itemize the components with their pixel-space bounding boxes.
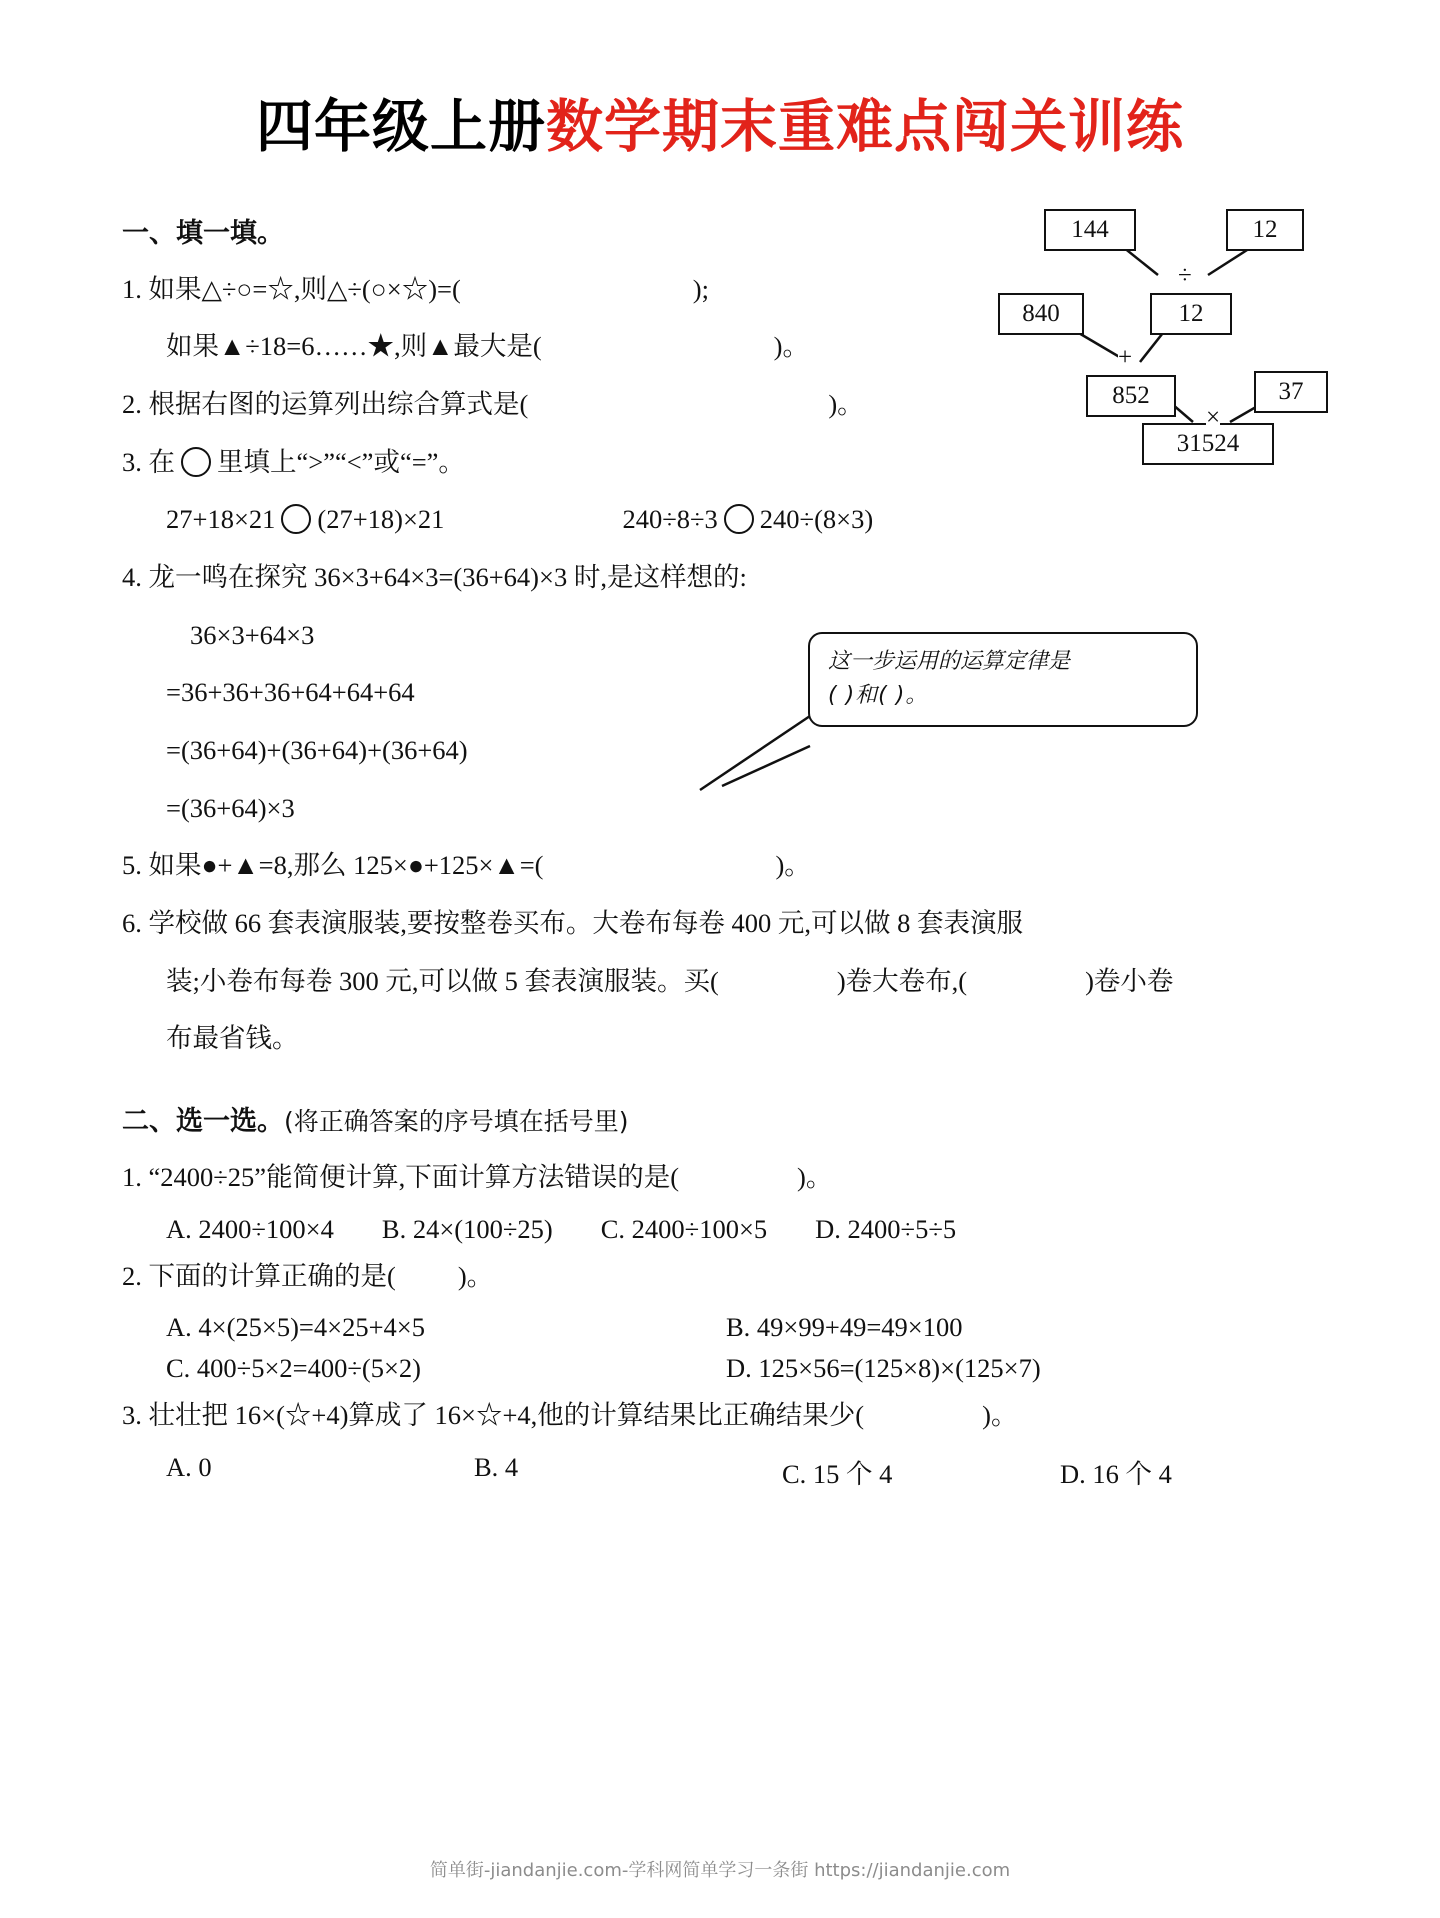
question-4-steps-block	[122, 610, 1322, 835]
q2-text: 2. 根据右图的运算列出综合算式是(	[122, 389, 529, 420]
q6-line2-a: 装;小卷布每卷 300 元,可以做 5 套表演服装。买(	[166, 965, 719, 996]
cq2-text: 2. 下面的计算正确的是(	[122, 1260, 396, 1291]
option-b[interactable]: B. 49×99+49=49×100	[726, 1312, 963, 1343]
bubble-line-2: ( )和( )。	[828, 682, 929, 708]
box-31524: 31524	[1142, 423, 1274, 465]
section-two-heading-text: 二、选一选。	[122, 1106, 284, 1138]
option-d[interactable]: D. 2400÷5÷5	[815, 1213, 957, 1244]
plus-operator-icon: +	[1118, 343, 1133, 371]
option-c[interactable]: C. 400÷5×2=400÷(5×2)	[166, 1353, 421, 1384]
times-operator-icon: ×	[1206, 403, 1221, 431]
q4-step-2: =36+36+36+64+64+64	[166, 677, 415, 708]
section-one-heading: 一、填一填。	[122, 217, 284, 249]
question-3-compare-row	[122, 494, 1322, 546]
box-144: 144	[1044, 209, 1136, 251]
question-6-line-3: 布最省钱。	[166, 1023, 299, 1054]
compare-left-lhs: 27+18×21	[166, 504, 276, 535]
speech-bubble-tail	[692, 694, 812, 794]
option-a[interactable]: A. 0	[166, 1452, 212, 1483]
title-red-part: 数学期末重难点闯关训练	[546, 94, 1184, 160]
option-b[interactable]: B. 4	[474, 1452, 519, 1483]
q4-step-4: =(36+64)×3	[166, 792, 295, 823]
cq1-text: 1. “2400÷25”能简便计算,下面计算方法错误的是(	[122, 1162, 680, 1193]
box-840: 840	[998, 293, 1084, 335]
box-852: 852	[1086, 375, 1176, 417]
option-c[interactable]: C. 15 个 4	[782, 1459, 893, 1490]
box-37: 37	[1254, 371, 1328, 413]
circle-blank-icon[interactable]	[181, 447, 211, 477]
q4-step-3: =(36+64)+(36+64)+(36+64)	[166, 735, 468, 766]
compare-right-rhs: 240÷(8×3)	[759, 504, 874, 535]
cq3-end: )。	[982, 1400, 1018, 1431]
option-a[interactable]: A. 2400÷100×4	[166, 1213, 334, 1244]
compare-right	[622, 494, 873, 546]
question-6-line-1: 6. 学校做 66 套表演服装,要按整卷买布。大卷布每卷 400 元,可以做 8 套表演服	[122, 908, 1023, 939]
option-b[interactable]: B. 24×(100÷25)	[381, 1213, 553, 1244]
box-12-mid: 12	[1150, 293, 1232, 335]
cq1-end: )。	[797, 1162, 833, 1193]
divide-operator-icon: ÷	[1178, 261, 1192, 289]
option-c[interactable]: C. 2400÷100×5	[600, 1213, 768, 1244]
section-two-heading-note: (将正确答案的序号填在括号里)	[284, 1107, 629, 1137]
q3-prefix: 3. 在	[122, 446, 175, 477]
compare-left	[166, 494, 444, 546]
compare-right-circle-icon[interactable]	[724, 504, 754, 534]
question-6-line-2	[122, 956, 1322, 1008]
choice-question-2-options-row-2	[122, 1353, 1322, 1384]
q6-line2-c: )卷小卷	[1085, 965, 1174, 996]
choice-question-1	[122, 1152, 1322, 1204]
compare-left-circle-icon[interactable]	[281, 504, 311, 534]
q1-line1-end: );	[692, 273, 709, 304]
compare-right-lhs: 240÷8÷3	[622, 504, 718, 535]
q1-line1-text: 1. 如果△÷○=☆,则△÷(○×☆)=(	[122, 273, 461, 304]
q5-text: 5. 如果●+▲=8,那么 125×●+125×▲=(	[122, 850, 544, 881]
bubble-line-1: 这一步运用的运算定律是	[828, 648, 1071, 674]
cq2-end: )。	[457, 1260, 494, 1291]
box-12-top: 12	[1226, 209, 1304, 251]
choice-question-1-options	[122, 1214, 1322, 1245]
q3-suffix: 里填上“>”“<”或“=”。	[217, 446, 465, 477]
question-5	[122, 840, 1322, 892]
footer-watermark: 简单街-jiandanjie.com-学科网简单学习一条街 https://jiandanjie.com	[429, 1860, 1011, 1881]
title-black-part: 四年级上册	[256, 94, 546, 160]
operation-flow-diagram	[1022, 199, 1360, 457]
question-4: 4. 龙一鸣在探究 36×3+64×3=(36+64)×3 时,是这样想的:	[122, 562, 747, 593]
choice-question-2-options-row-1	[122, 1312, 1322, 1343]
compare-left-rhs: (27+18)×21	[317, 504, 445, 535]
q6-line2-b: )卷大卷布,(	[836, 965, 968, 996]
option-a[interactable]: A. 4×(25×5)=4×25+4×5	[166, 1312, 425, 1343]
section-two-heading	[122, 1099, 1322, 1138]
cq3-text: 3. 壮壮把 16×(☆+4)算成了 16×☆+4,他的计算结果比正确结果少(	[122, 1400, 865, 1431]
q5-end: )。	[775, 850, 811, 881]
q2-end: )。	[828, 389, 864, 420]
choice-question-3-options	[122, 1452, 1322, 1491]
speech-bubble	[808, 632, 1198, 727]
choice-question-2	[122, 1251, 1322, 1303]
page-title	[0, 0, 1440, 159]
option-d[interactable]: D. 125×56=(125×8)×(125×7)	[726, 1353, 1041, 1384]
choice-question-3	[122, 1390, 1322, 1442]
q1-line2-end: )。	[773, 331, 809, 362]
worksheet-content	[70, 211, 1370, 1491]
option-d[interactable]: D. 16 个 4	[1060, 1459, 1172, 1490]
q4-step-1: 36×3+64×3	[190, 619, 315, 650]
q1-line2-text: 如果▲÷18=6……★,则▲最大是(	[166, 331, 542, 362]
